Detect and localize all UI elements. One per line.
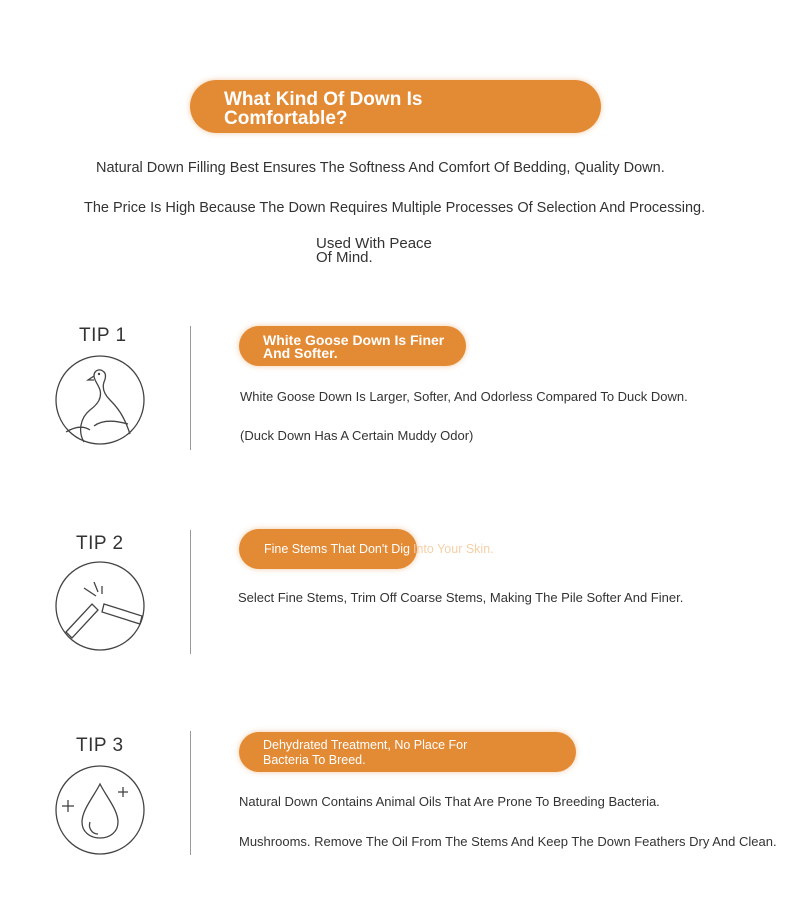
water-drop-icon	[54, 764, 146, 856]
tip-1-label: TIP 1	[79, 325, 127, 346]
tip-2-title-part1: Fine Stems That Don't Dig	[264, 542, 410, 556]
feather-stem-icon	[54, 560, 146, 652]
tip-1-title-line2: And Softer.	[263, 345, 338, 361]
intro-line-3b: Of Mind.	[316, 249, 373, 266]
tip-3-title-line2: Bacteria To Breed.	[263, 753, 366, 767]
tip-3-title-line1: Dehydrated Treatment, No Place For	[263, 738, 468, 752]
goose-icon	[54, 354, 146, 446]
header-title-line1: What Kind Of Down Is	[224, 89, 423, 110]
tip-1-desc-line2: (Duck Down Has A Certain Muddy Odor)	[240, 428, 474, 443]
tip-2-desc-line1: Select Fine Stems, Trim Off Coarse Stems, Making The Pile Softer And Finer.	[238, 590, 684, 605]
tip-2-divider	[190, 530, 191, 654]
intro-line-1: Natural Down Filling Best Ensures The Softness And Comfort Of Bedding, Quality Down.	[96, 160, 665, 176]
tip-2-label: TIP 2	[76, 533, 124, 554]
tip-1-title-line1: White Goose Down Is Finer	[263, 332, 445, 348]
tip-2-title-part2: Into Your Skin.	[413, 542, 494, 556]
tip-3-desc-line2: Mushrooms. Remove The Oil From The Stems And Keep The Down Feathers Dry And Clean.	[239, 834, 777, 849]
tip-3-divider	[190, 731, 191, 855]
intro-line-2: The Price Is High Because The Down Requires Multiple Processes Of Selection And Processing.	[84, 200, 706, 216]
tip-1-divider	[190, 326, 191, 450]
tip-3-desc-line1: Natural Down Contains Animal Oils That Are Prone To Breeding Bacteria.	[239, 794, 660, 809]
intro-line-3a: Used With Peace	[316, 235, 432, 252]
header-title-line2: Comfortable?	[224, 108, 348, 129]
tip-3-label: TIP 3	[76, 735, 124, 756]
tip-1-desc-line1: White Goose Down Is Larger, Softer, And Odorless Compared To Duck Down.	[240, 389, 688, 404]
